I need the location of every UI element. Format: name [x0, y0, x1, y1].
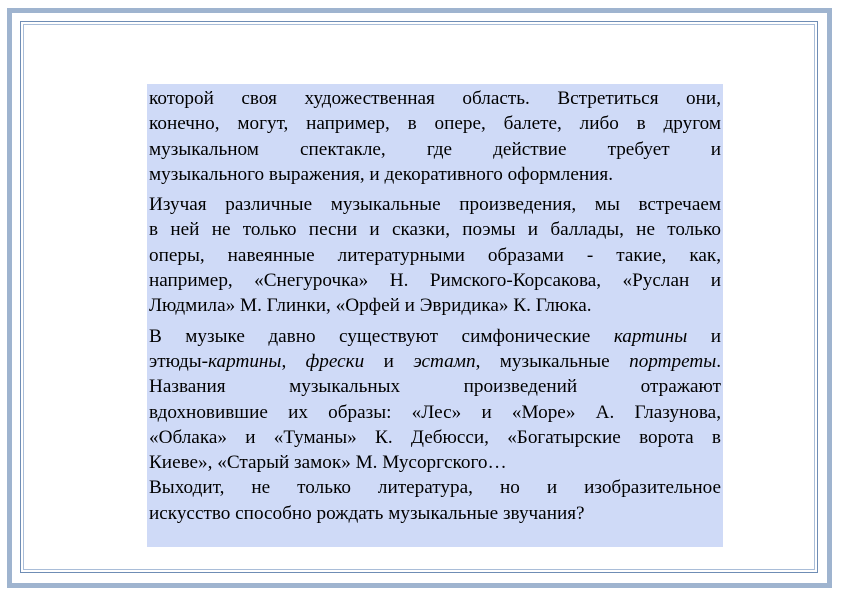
- italic-term: картины: [613, 325, 688, 347]
- text-box: [147, 84, 723, 547]
- text-line: [149, 324, 721, 349]
- text-line: например, «Снегурочка» Н. Римского-Корсакова, «Руслан и: [149, 270, 721, 292]
- text-line: Людмила» М. Глинки, «Орфей и Эвридика» К. Глюка.: [149, 295, 592, 317]
- text-line: оперы, навеянные литературными образами - такие, как,: [149, 244, 721, 266]
- text-run: и: [364, 350, 414, 372]
- italic-term: эстамп: [413, 350, 476, 372]
- paragraph-1: [149, 86, 721, 187]
- text-line: Киеве», «Старый замок» М. Мусоргского…: [149, 452, 507, 474]
- text-line: которой своя художественная область. Встретиться они,: [149, 88, 721, 109]
- text-run: В музыке давно существуют симфонические: [149, 325, 614, 347]
- text-line: в ней не только песни и сказки, поэмы и баллады, не только: [149, 219, 721, 241]
- text-line: Выходит, не только литература, но и изобразительное: [149, 477, 721, 499]
- text-run: и: [687, 325, 721, 347]
- text-line: вдохновившие их образы: «Лес» и «Море» А. Глазунова,: [149, 401, 721, 423]
- text-line: музыкальном спектакле, где действие требует и: [149, 138, 721, 160]
- italic-term: портреты: [629, 350, 717, 372]
- text-run: этюды-: [149, 350, 209, 372]
- italic-term: картины: [208, 350, 282, 372]
- text-line: «Облака» и «Туманы» К. Дебюсси, «Богатырские ворота в: [149, 426, 721, 448]
- paragraph-3: [149, 324, 721, 476]
- text-line: искусство способно рождать музыкальные звучания?: [149, 502, 585, 524]
- text-line: Изучая различные музыкальные произведения, мы встречаем: [149, 194, 721, 216]
- text-line: конечно, могут, например, в опере, балете, либо в другом: [149, 113, 721, 135]
- italic-term: фрески: [305, 350, 365, 372]
- text-run: , музыкальные: [475, 350, 630, 372]
- paragraph-2: [149, 192, 721, 318]
- text-line: музыкального выражения, и декоративного оформления.: [149, 163, 614, 185]
- text-line: Названия музыкальных произведений отражают: [149, 376, 721, 398]
- paragraph-4: [149, 475, 721, 526]
- text-line: [149, 349, 721, 374]
- text-run: .: [716, 350, 721, 372]
- text-run: ,: [281, 350, 306, 372]
